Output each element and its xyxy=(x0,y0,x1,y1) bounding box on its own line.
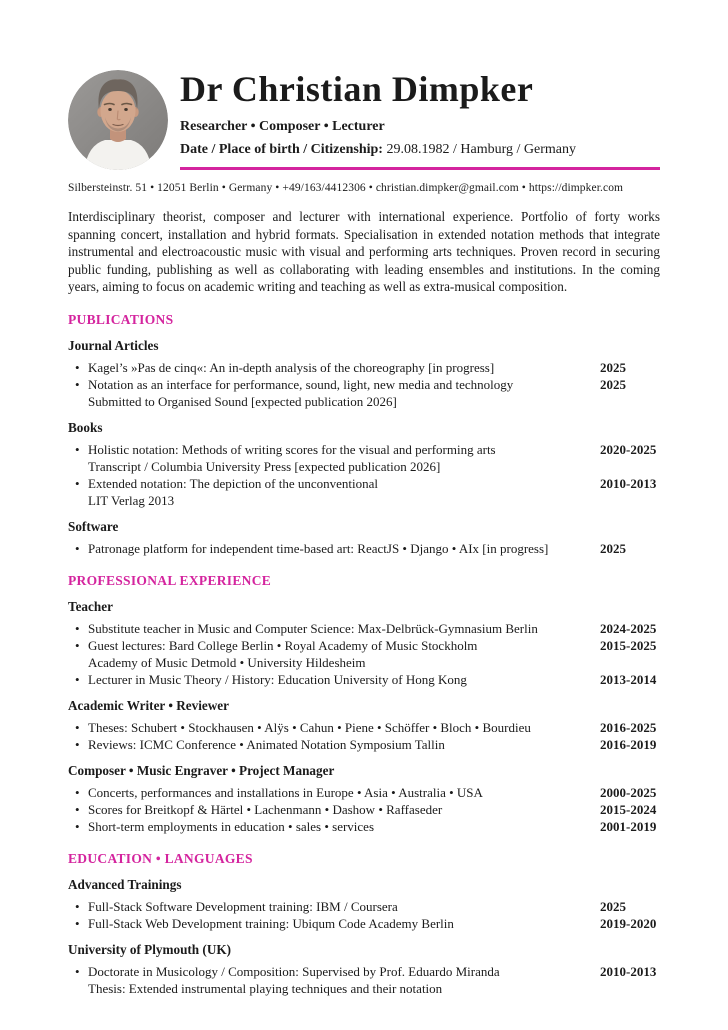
bullet-item xyxy=(68,915,660,932)
item-years: 2024-2025 xyxy=(600,620,657,636)
item-line: Theses: Schubert • Stockhausen • Alÿs • Cahun • Piene • Schöffer • Bloch • Bourdieu xyxy=(88,719,531,735)
group-heading: University of Plymouth (UK) xyxy=(68,941,231,957)
item-years: 2015-2024 xyxy=(600,801,657,817)
item-text xyxy=(88,376,600,410)
item-line: Full-Stack Software Development training: IBM / Coursera xyxy=(88,898,398,914)
section-title: PROFESSIONAL EXPERIENCE xyxy=(68,572,272,588)
item-line: Doctorate in Musicology / Composition: Supervised by Prof. Eduardo Miranda xyxy=(88,963,500,979)
bullet-item xyxy=(68,671,660,688)
item-text xyxy=(88,671,600,688)
dob-label: Date / Place of birth / Citizenship: xyxy=(180,141,383,157)
group xyxy=(68,698,660,753)
group xyxy=(68,599,660,688)
bullet-marker: • xyxy=(75,540,80,556)
item-text xyxy=(88,475,600,509)
item-years: 2010-2013 xyxy=(600,475,657,491)
item-years: 2001-2019 xyxy=(600,818,657,834)
item-text xyxy=(88,963,600,997)
item-line: Kagel’s »Pas de cinq«: An in-depth analysis of the choreography [in progress] xyxy=(88,359,495,375)
dob-value: 29.08.1982 / Hamburg / Germany xyxy=(382,141,576,157)
bullet-marker: • xyxy=(75,818,80,834)
bullet-marker: • xyxy=(75,784,80,800)
item-years: 2025 xyxy=(600,540,626,556)
item-line: Concerts, performances and installations in Europe • Asia • Australia • USA xyxy=(88,784,483,800)
item-line: Transcript / Columbia University Press [expected publication 2026] xyxy=(88,458,441,474)
bullet-item xyxy=(68,784,660,801)
item-line: LIT Verlag 2013 xyxy=(88,492,175,508)
item-line: Submitted to Organised Sound [expected publication 2026] xyxy=(88,393,397,409)
item-text xyxy=(88,441,600,475)
group xyxy=(68,877,660,932)
section xyxy=(68,312,660,557)
bullet-marker: • xyxy=(75,801,80,817)
bullet-item xyxy=(68,719,660,736)
bullet-item xyxy=(68,898,660,915)
group-heading: Academic Writer • Reviewer xyxy=(68,697,229,713)
item-line: Extended notation: The depiction of the unconventional xyxy=(88,475,379,491)
item-text xyxy=(88,818,600,835)
group-heading: Composer • Music Engraver • Project Manager xyxy=(68,762,335,778)
item-text xyxy=(88,915,600,932)
group xyxy=(68,942,660,997)
item-text xyxy=(88,898,600,915)
item-line: Full-Stack Web Development training: Ubiqum Code Academy Berlin xyxy=(88,915,454,931)
item-text xyxy=(88,719,600,736)
bullet-marker: • xyxy=(75,898,80,914)
bullet-marker: • xyxy=(75,376,80,392)
item-line: Substitute teacher in Music and Computer Science: Max-Delbrück-Gymnasium Berlin xyxy=(88,620,538,636)
section xyxy=(68,851,660,997)
bullet-item xyxy=(68,540,660,557)
item-text xyxy=(88,801,600,818)
bullet-marker: • xyxy=(75,620,80,636)
item-line: Scores for Breitkopf & Härtel • Lachenmann • Dashow • Raffaseder xyxy=(88,801,443,817)
item-line: Holistic notation: Methods of writing scores for the visual and performing arts xyxy=(88,441,496,457)
item-text xyxy=(88,620,600,637)
item-line: Notation as an interface for performance, sound, light, new media and technology xyxy=(88,376,514,392)
portrait-illustration xyxy=(68,70,168,170)
item-text xyxy=(88,736,600,753)
bullet-item xyxy=(68,359,660,376)
item-years: 2015-2025 xyxy=(600,637,657,653)
bullet-item xyxy=(68,801,660,818)
item-line: Patronage platform for independent time-based art: ReactJS • Django • AIx [in progress] xyxy=(88,540,549,556)
item-years: 2020-2025 xyxy=(600,441,657,457)
item-line: Guest lectures: Bard College Berlin • Royal Academy of Music Stockholm xyxy=(88,637,478,653)
group-heading: Software xyxy=(68,518,119,534)
item-years: 2000-2025 xyxy=(600,784,657,800)
bullet-marker: • xyxy=(75,359,80,375)
sections xyxy=(68,312,660,997)
group xyxy=(68,420,660,509)
item-text xyxy=(88,540,600,557)
summary-paragraph: Interdisciplinary theorist, composer and lecturer with international experience. Portfolio of forty works spanning concert, installation and hybrid formats. Specialisation in extended notation methods that integrate instrumental and electroacoustic music with visual and performing arts techniques. Proven record in securing public funding, publishing as well as collaborating with leading ensembles and institutions. In the coming years, aiming to focus on academic writing and teaching as well as extra-musical composition. xyxy=(68,209,660,294)
section-title: PUBLICATIONS xyxy=(68,311,174,327)
item-years: 2013-2014 xyxy=(600,671,657,687)
group-heading: Journal Articles xyxy=(68,337,159,353)
item-years: 2010-2013 xyxy=(600,963,657,979)
bullet-item xyxy=(68,963,660,997)
item-years: 2025 xyxy=(600,376,626,392)
item-text xyxy=(88,637,600,671)
header xyxy=(68,70,660,170)
group xyxy=(68,763,660,835)
item-text xyxy=(88,784,600,801)
header-text xyxy=(180,70,660,170)
item-line: Lecturer in Music Theory / History: Education University of Hong Kong xyxy=(88,671,467,687)
bullet-marker: • xyxy=(75,671,80,687)
item-years: 2025 xyxy=(600,359,626,375)
group xyxy=(68,338,660,410)
section-title: EDUCATION • LANGUAGES xyxy=(68,850,253,866)
dob-line xyxy=(180,142,660,158)
item-years: 2019-2020 xyxy=(600,915,657,931)
bullet-marker: • xyxy=(75,915,80,931)
item-line: Reviews: ICMC Conference • Animated Notation Symposium Tallin xyxy=(88,736,445,752)
bullet-item xyxy=(68,736,660,753)
bullet-item xyxy=(68,620,660,637)
bullet-item xyxy=(68,376,660,410)
contact-line: Silbersteinstr. 51 • 12051 Berlin • Germany • +49/163/4412306 • christian.dimpker@gmail.com • https://dimpker.com xyxy=(68,182,624,194)
bullet-marker: • xyxy=(75,441,80,457)
bullet-item xyxy=(68,637,660,671)
bullet-marker: • xyxy=(75,963,80,979)
section xyxy=(68,573,660,835)
item-line: Short-term employments in education • sales • services xyxy=(88,818,375,834)
item-text xyxy=(88,359,600,376)
profile-photo xyxy=(68,70,168,170)
bullet-item xyxy=(68,475,660,509)
group xyxy=(68,519,660,557)
item-line: Academy of Music Detmold • University Hildesheim xyxy=(88,654,366,670)
page-title: Dr Christian Dimpker xyxy=(180,69,534,109)
item-years: 2016-2025 xyxy=(600,719,657,735)
group-heading: Advanced Trainings xyxy=(68,876,182,892)
bullet-marker: • xyxy=(75,719,80,735)
item-years: 2016-2019 xyxy=(600,736,657,752)
bullet-item xyxy=(68,441,660,475)
bullet-marker: • xyxy=(75,475,80,491)
roles-line: Researcher • Composer • Lecturer xyxy=(180,118,385,134)
item-line: Thesis: Extended instrumental playing techniques and their notation xyxy=(88,980,443,996)
group-heading: Books xyxy=(68,419,103,435)
bullet-marker: • xyxy=(75,637,80,653)
item-years: 2025 xyxy=(600,898,626,914)
bullet-marker: • xyxy=(75,736,80,752)
bullet-item xyxy=(68,818,660,835)
header-divider xyxy=(180,167,660,170)
group-heading: Teacher xyxy=(68,598,113,614)
